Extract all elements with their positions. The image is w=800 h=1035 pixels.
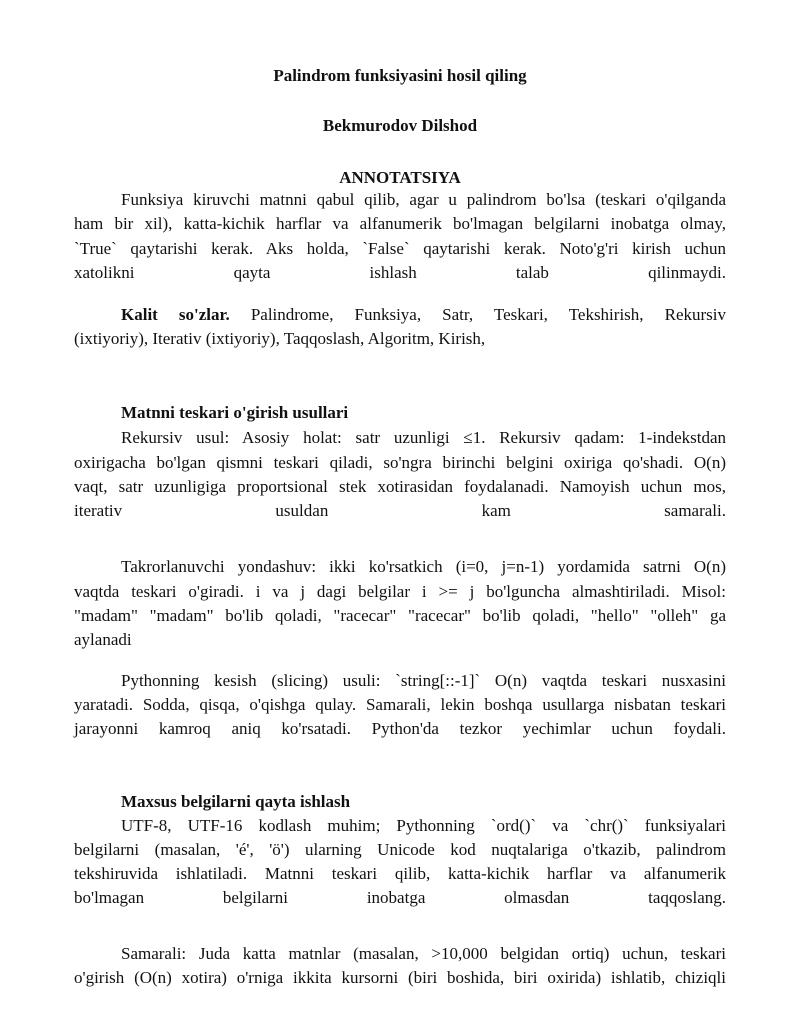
keywords-line [121,303,726,327]
section-heading: Maxsus belgilarni qayta ishlash [121,792,351,811]
paragraph-line: Takrorlanuvchi yondashuv: ikki ko'rsatkich (i=0, j=n-1) yordamida satrni O(n) [121,557,726,576]
paragraph-line: Pythonning kesish (slicing) usuli: `string[::-1]` O(n) vaqtda teskari nusxasini [121,671,726,690]
paragraph-line: belgilarni (masalan, 'é', 'ö') ularning Unicode kod nuqtalariga o'tkazib, palindrom [74,840,726,859]
paragraph-line: o'girish (O(n) xotira) o'rniga ikkita kursorni (biri boshida, biri oxirida) ishlatib, chiziqli [74,968,726,987]
paragraph-line: UTF-8, UTF-16 kodlash muhim; Pythonning `ord()` va `chr()` funksiyalari [121,816,726,835]
paragraph-line: jarayonni kamroq aniq ko'rsatadi. Python'da tezkor yechimlar uchun foydali. [74,719,726,738]
paragraph-line: Rekursiv usul: Asosiy holat: satr uzunligi ≤1. Rekursiv qadam: 1-indekstdan [121,428,726,447]
paragraph-line: Samarali: Juda katta matnlar (masalan, >10,000 belgidan ortiq) uchun, teskari [121,944,726,963]
paper-title: Palindrom funksiyasini hosil qiling [273,66,527,85]
paragraph-line: aylanadi [74,630,132,649]
keywords-line: (ixtiyoriy), Iterativ (ixtiyoriy), Taqqoslash, Algoritm, Kirish, [74,329,486,348]
annotation-line: Funksiya kiruvchi matnni qabul qilib, agar u palindrom bo'lsa (teskari o'qilganda [121,190,726,209]
annotation-line: ham bir xil), katta-kichik harflar va alfanumerik bo'lmagan belgilarni inobatga olmay, [74,214,726,233]
annotation-line: xatolikni qayta ishlash talab qilinmaydi. [74,263,726,282]
annotation-line: `True` qaytarishi kerak. Aks holda, `False` qaytarishi kerak. Noto'g'ri kirish uchun [74,239,726,258]
paragraph-line: vaqtda teskari o'giradi. i va j dagi belgilar i >= j bo'lguncha almashtiriladi. Misol: [74,582,726,601]
paragraph-line: bo'lmagan belgilarni inobatga olmasdan taqqoslang. [74,888,726,907]
paragraph-line: vaqt, satr uzunligiga proportsional stek xotirasidan foydalanadi. Namoyish uchun mos, [74,477,726,496]
paragraph-line: iterativ usuldan kam samarali. [74,501,726,520]
paragraph-line: "madam" "madam" bo'lib qoladi, "racecar" "racecar" bo'lib qoladi, "hello" "olleh" ga [74,606,726,625]
author-name: Bekmurodov Dilshod [322,116,478,135]
paragraph-line: tekshiruvida ishlatiladi. Matnni teskari qilib, katta-kichik harflar va alfanumerik [74,864,726,883]
keywords-list: Palindrome, Funksiya, Satr, Teskari, Tekshirish, Rekursiv [229,305,726,324]
paragraph-line: yaratadi. Sodda, qisqa, o'qishga qulay. Samarali, lekin boshqa usullarga nisbatan teskari [74,695,726,714]
section-heading: Matnni teskari o'girish usullari [121,403,349,422]
paragraph-line: oxirigacha bo'lgan qismni teskari qiladi, so'ngra birinchi belgini oxiriga qo'shadi. O(n) [74,453,726,472]
keywords-label: Kalit so'zlar. [121,305,230,324]
annotation-heading: ANNOTATSIYA [339,168,461,187]
